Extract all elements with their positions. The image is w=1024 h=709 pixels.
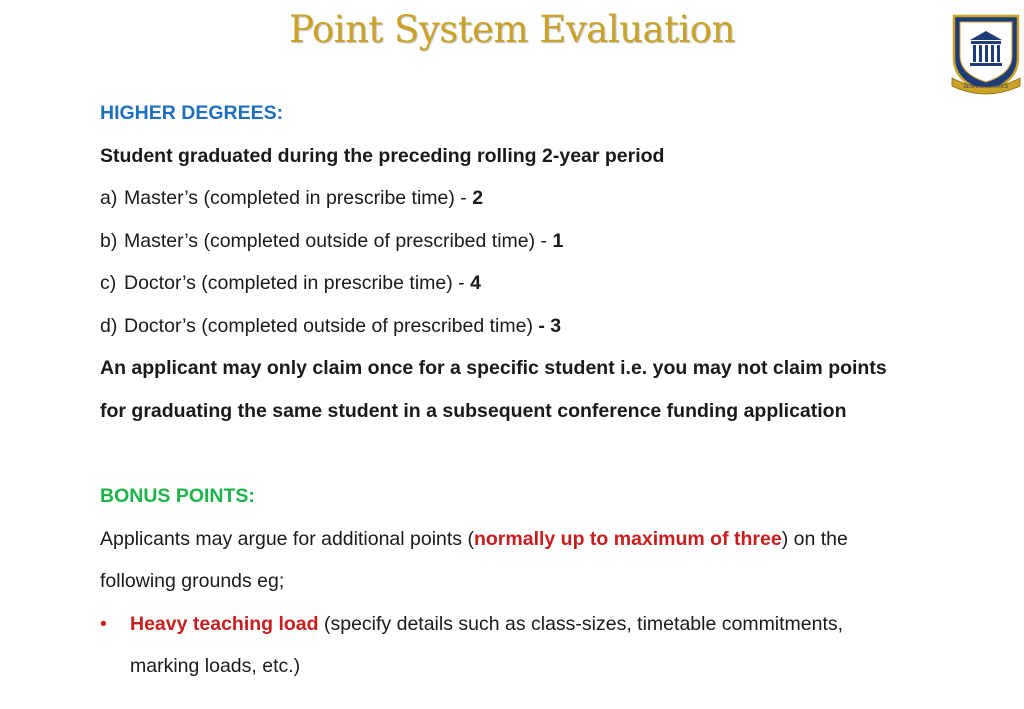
bonus-max-highlight: normally up to maximum of three bbox=[473, 528, 782, 550]
item-points: - 3 bbox=[538, 315, 562, 337]
bonus-bullet-highlight: Heavy teaching load bbox=[130, 613, 319, 635]
page-title: Point System Evaluation bbox=[289, 8, 735, 51]
item-text: Master’s (completed in prescribe time) - bbox=[124, 187, 473, 209]
item-label: b) bbox=[100, 230, 118, 252]
bonus-points-heading: BONUS POINTS: bbox=[100, 485, 255, 507]
item-text: Doctor’s (completed outside of prescribed time) bbox=[124, 315, 539, 337]
bonus-line-2: following grounds eg; bbox=[100, 570, 285, 592]
list-item bbox=[100, 315, 561, 338]
item-text: Doctor’s (completed in prescribe time) - bbox=[124, 272, 471, 294]
item-text: Master’s (completed outside of prescribed time) - bbox=[124, 230, 553, 252]
item-points: 1 bbox=[552, 230, 564, 252]
bonus-bullet-continuation: marking loads, etc.) bbox=[130, 655, 301, 677]
claim-note-line-2: for graduating the same student in a subsequent conference funding application bbox=[100, 400, 847, 422]
list-item bbox=[100, 187, 483, 210]
higher-degrees-heading: HIGHER DEGREES: bbox=[100, 102, 284, 124]
list-item bbox=[100, 272, 481, 295]
bonus-line-1-start: Applicants may argue for additional points ( bbox=[100, 528, 474, 550]
bonus-bullet-item bbox=[130, 613, 843, 636]
item-points: 4 bbox=[470, 272, 481, 294]
university-crest-logo bbox=[950, 12, 1022, 96]
item-points: 2 bbox=[472, 187, 484, 209]
higher-degrees-subheading: Student graduated during the preceding rolling 2-year period bbox=[100, 145, 665, 167]
bonus-line-1 bbox=[100, 528, 848, 551]
item-label: c) bbox=[100, 272, 117, 294]
item-label: a) bbox=[100, 187, 118, 209]
svg-text:RESPICE PROSPICE: RESPICE PROSPICE bbox=[963, 85, 1009, 90]
bonus-line-1-end: ) on the bbox=[781, 528, 848, 550]
item-label: d) bbox=[100, 315, 118, 337]
list-item bbox=[100, 230, 563, 253]
bonus-bullet-text: (specify details such as class-sizes, timetable commitments, bbox=[318, 613, 844, 635]
claim-note-line-1: An applicant may only claim once for a specific student i.e. you may not claim points bbox=[100, 357, 887, 379]
bullet-icon: • bbox=[100, 613, 107, 635]
